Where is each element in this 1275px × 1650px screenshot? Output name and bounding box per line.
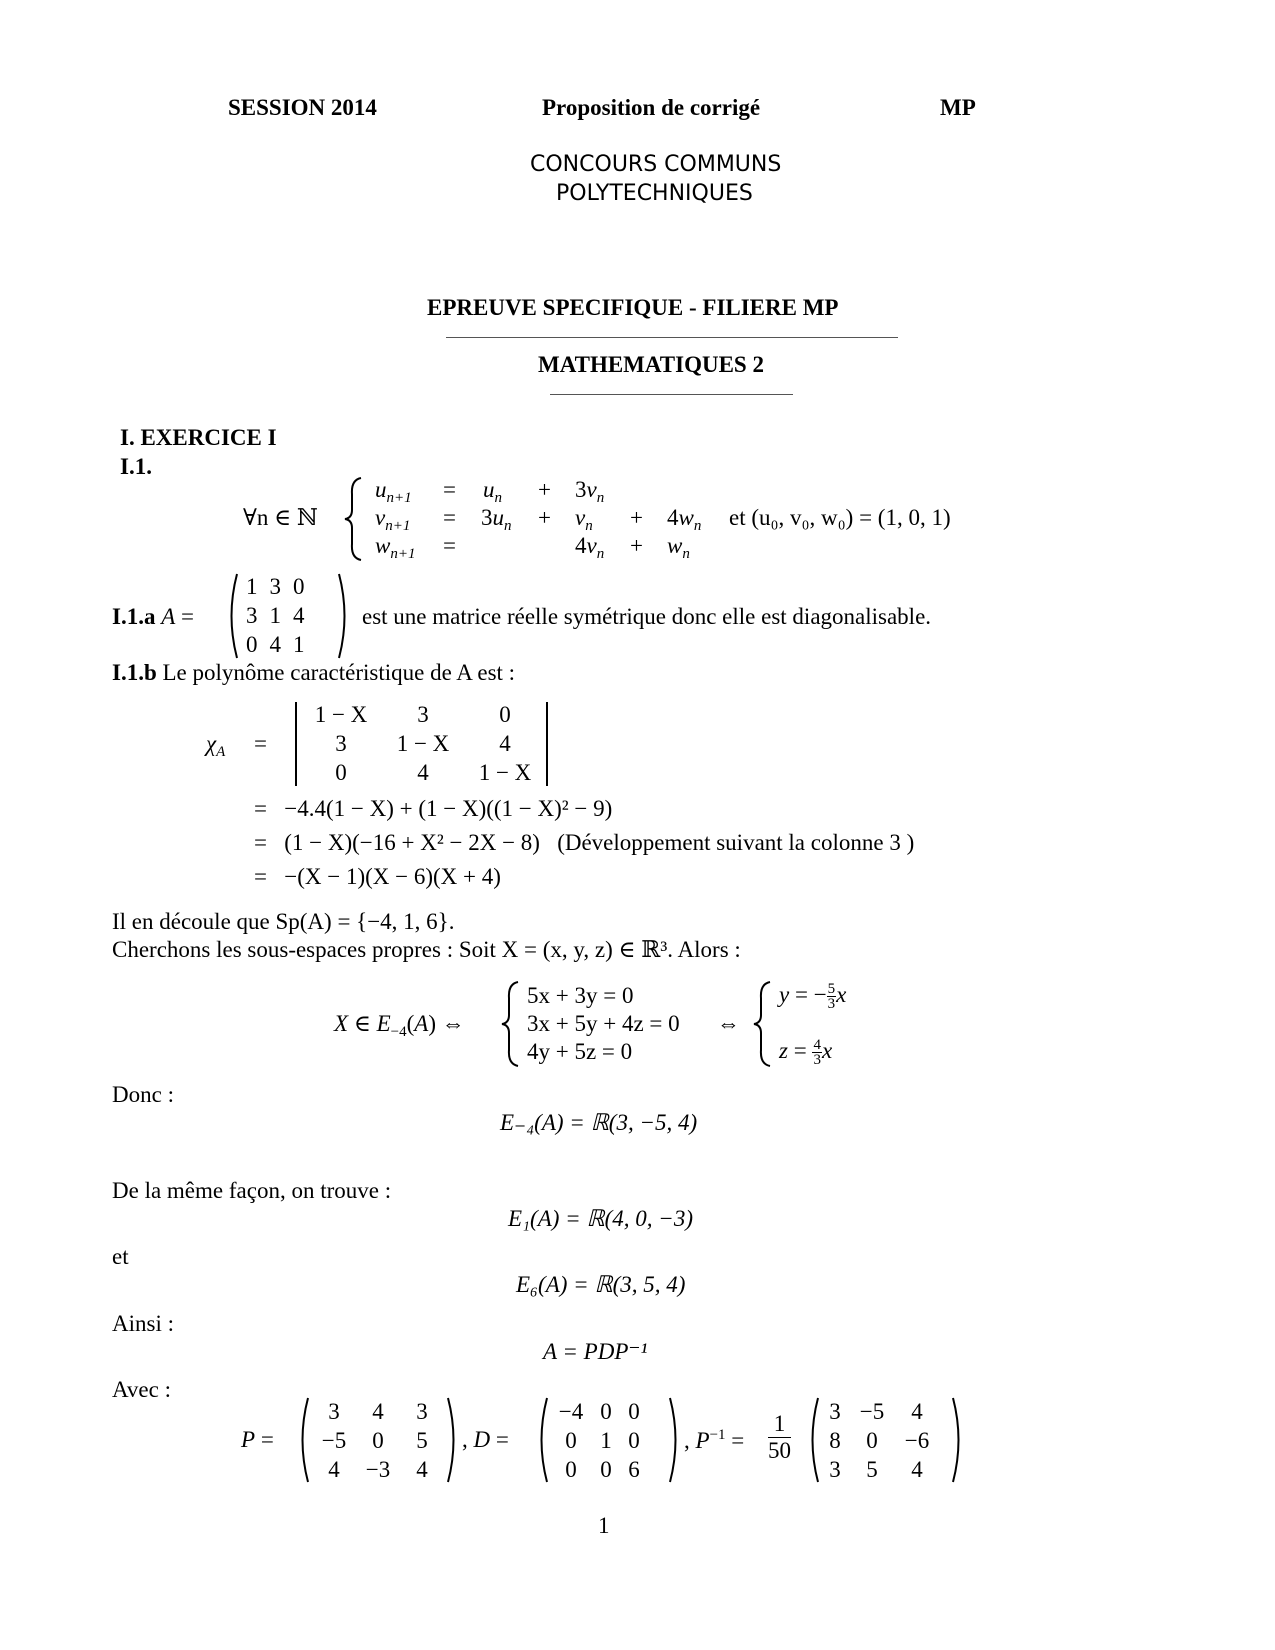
chi-line-4: = −(X − 1)(X − 6)(X + 4) <box>254 864 501 889</box>
q1b-label: I.1.b Le polynôme caractéristique de A est : <box>112 660 516 685</box>
ainsi-text: Ainsi : <box>112 1311 174 1336</box>
meme-text: De la même façon, on trouve : <box>112 1178 392 1203</box>
e1-result: E₁(A) = ℝ(4, 0, −3) <box>508 1206 693 1231</box>
pinv-label: , $P^{-1}$ = <box>684 1427 745 1453</box>
determinant-matrix: 1 − X 3 0 3 1 − X 4 0 4 1 − X <box>314 701 532 785</box>
filiere-code: MP <box>940 95 976 120</box>
subsection-title: I.1. <box>120 454 152 479</box>
eigen-eq-2: 3x + 5y + 4z = 0 <box>527 1011 680 1036</box>
pinv-factor: $\frac{1}{50}$ <box>768 1411 791 1463</box>
matrix-a-left-paren <box>225 572 239 660</box>
e6-result: E₆(A) = ℝ(3, 5, 4) <box>516 1272 686 1297</box>
matrix-a-right-paren <box>337 572 351 660</box>
concours-line-1: CONCOURS COMMUNS <box>530 152 782 177</box>
system-row-1: $u_{n+1}$ = $u_n$ + $3v_n$ <box>375 477 605 506</box>
eigen-eq-3: 4y + 5z = 0 <box>527 1039 633 1064</box>
matrix-a: 1 3 0 3 1 4 0 4 1 <box>246 573 305 657</box>
det-right-bar <box>546 702 548 786</box>
matrix-p: 3 4 3 −5 0 5 4 −3 4 <box>321 1398 428 1482</box>
q1a-text: est une matrice réelle symétrique donc elle est diagonalisable. <box>362 604 932 629</box>
chi-a: $\chi_A$ <box>206 731 226 760</box>
concours-line-2: POLYTECHNIQUES <box>556 181 753 206</box>
chi-line-2: = −4.4(1 − X) + (1 − X)((1 − X)² − 9) <box>254 796 613 821</box>
x-in-e-minus4: X ∈ $E_{-4}(A)$ ⇔ <box>334 1011 465 1040</box>
eigen-system-brace-2 <box>752 980 774 1068</box>
z-solution: z = $\frac{4}{3}$ x <box>779 1037 833 1069</box>
d-label: , D = <box>462 1427 509 1452</box>
matrix-d-right-paren <box>668 1396 682 1484</box>
eigen-system-brace-1 <box>500 980 522 1068</box>
e-minus4-result: E₋₄(A) = ℝ(3, −5, 4) <box>500 1110 698 1135</box>
pdp-formula: A = PDP⁻¹ <box>543 1339 648 1364</box>
et-text: et <box>112 1244 129 1269</box>
initial-conditions: et (u₀, v₀, w₀) = (1, 0, 1) <box>729 505 951 530</box>
matrix-d: −4 0 0 0 1 0 0 0 6 <box>558 1398 640 1482</box>
spectre-text: Il en découle que Sp(A) = {−4, 1, 6}. <box>112 909 455 934</box>
y-solution: y = − $\frac{5}{3}$ x <box>779 981 847 1013</box>
matrix-d-left-paren <box>535 1396 549 1484</box>
system-row-2: $v_{n+1}$ = $3u_n$ + $v_n$ + $4w_n$ <box>375 505 702 534</box>
epreuve-title: EPREUVE SPECIFIQUE - FILIERE MP <box>427 295 839 320</box>
equiv-symbol: ⇔ <box>717 1011 740 1036</box>
avec-text: Avec : <box>112 1377 171 1402</box>
matrix-pinv-left-paren <box>806 1396 820 1484</box>
matiere-title: MATHEMATIQUES 2 <box>538 352 764 377</box>
title-rule-2 <box>550 394 793 395</box>
section-title: I. EXERCICE I <box>120 425 277 450</box>
matrix-p-left-paren <box>296 1396 310 1484</box>
page-number: 1 <box>598 1513 610 1538</box>
chi-line-3: = (1 − X)(−16 + X² − 2X − 8) (Développement suivant la colonne 3 ) <box>254 830 915 855</box>
q1a-label: I.1.a A = <box>112 604 194 629</box>
p-label: P = <box>241 1427 274 1452</box>
system-row-3: $w_{n+1}$ = $4v_n$ + $w_n$ <box>375 533 690 562</box>
matrix-p-right-paren <box>446 1396 460 1484</box>
matrix-pinv: 3 −5 4 8 0 −6 3 5 4 <box>829 1398 930 1482</box>
chi-equals: = <box>254 731 267 756</box>
eigen-eq-1: 5x + 3y = 0 <box>527 983 634 1008</box>
donc-text: Donc : <box>112 1082 174 1107</box>
det-left-bar <box>295 702 297 786</box>
proposition-label: Proposition de corrigé <box>542 95 761 120</box>
title-rule-1 <box>446 337 898 338</box>
forall-n: ∀n ∈ ℕ <box>243 505 318 530</box>
session-label: SESSION 2014 <box>228 95 377 120</box>
cherchons-text: Cherchons les sous-espaces propres : Soit X = (x, y, z) ∈ ℝ³. Alors : <box>112 937 741 962</box>
matrix-pinv-right-paren <box>951 1396 965 1484</box>
system-brace <box>343 476 365 562</box>
